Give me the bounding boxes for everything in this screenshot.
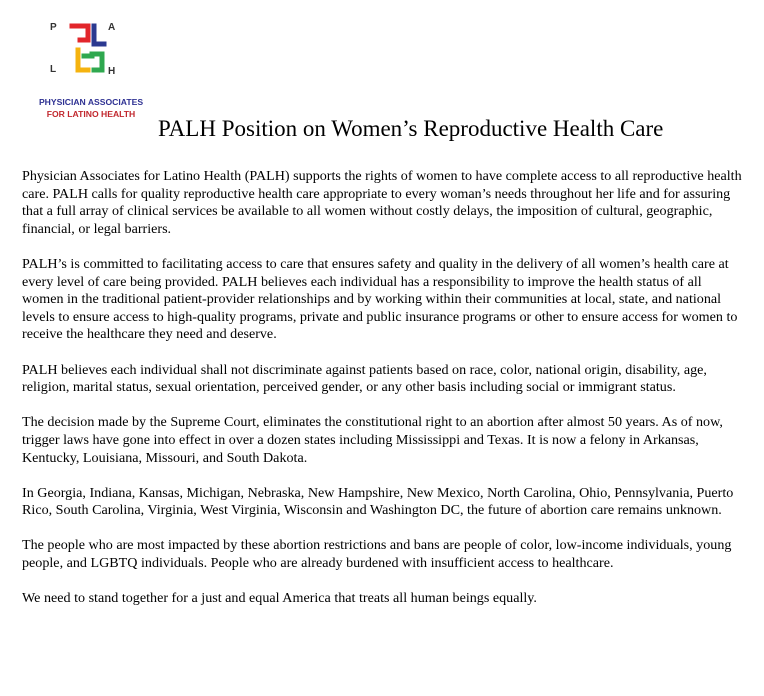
logo-red-segment	[72, 26, 88, 40]
paragraph-5: In Georgia, Indiana, Kansas, Michigan, Nebraska, New Hampshire, New Mexico, North Carolina, Ohio, Pennsylvania, Puerto Rico, South Carolina, Virginia, West Virginia, Wisconsin and Washington DC, the future of abortion care remains unknown.	[22, 484, 734, 519]
logo-letter-p: P	[50, 22, 57, 33]
document-body	[22, 168, 744, 625]
logo-letter-h: H	[108, 66, 116, 77]
document-title: PALH Position on Women’s Reproductive Health Care	[158, 116, 664, 141]
logo-letter-l: L	[50, 64, 57, 75]
logo-letter-a: A	[108, 22, 116, 33]
logo-org-line2: FOR LATINO HEALTH	[46, 109, 136, 119]
logo-yellow-segment	[78, 50, 88, 70]
paragraph-7: We need to stand together for a just and equal America that treats all human beings equally.	[22, 590, 537, 607]
paragraph-4: The decision made by the Supreme Court, eliminates the constitutional right to an abortion after almost 50 years. As of now, trigger laws have gone into effect in over a dozen states including Mississippi and Texas. It is now a felony in Arkansas, Kentucky, Louisiana, Missouri, and South Dakota.	[22, 414, 723, 466]
palh-logo	[30, 18, 150, 128]
logo-blue-segment	[94, 26, 104, 44]
logo-org-line1: PHYSICIAN ASSOCIATES	[38, 97, 144, 107]
logo-organization-name	[30, 96, 152, 120]
paragraph-6: The people who are most impacted by these abortion restrictions and bans are people of color, low-income individuals, young people, and LGBTQ individuals. People who are already burdened with insufficient access to healthcare.	[22, 537, 732, 572]
paragraph-2: PALH’s is committed to facilitating access to care that ensures safety and quality in the delivery of all women’s health care at every level of care being provided. PALH believes each individual has a responsibility to improve the health status of all women in the traditional patient-provider relationships and by working within their communities at local, state, and national levels to ensure access to high-quality programs, private and public insurance programs or other to ensure access for women to receive the healthcare they need and deserve.	[22, 255, 738, 343]
paragraph-1: Physician Associates for Latino Health (PALH) supports the rights of women to have complete access to all reproductive health care. PALH calls for quality reproductive health care appropriate to every woman’s needs throughout her life and for assuring that a full array of clinical services be available to all women without costly delays, the imposition of cultural, geographic, financial, or legal barriers.	[22, 168, 742, 237]
paragraph-3: PALH believes each individual shall not discriminate against patients based on race, color, national origin, disability, age, religion, marital status, sexual orientation, perceived gender, or any other basis including social or immigrant status.	[22, 361, 707, 396]
